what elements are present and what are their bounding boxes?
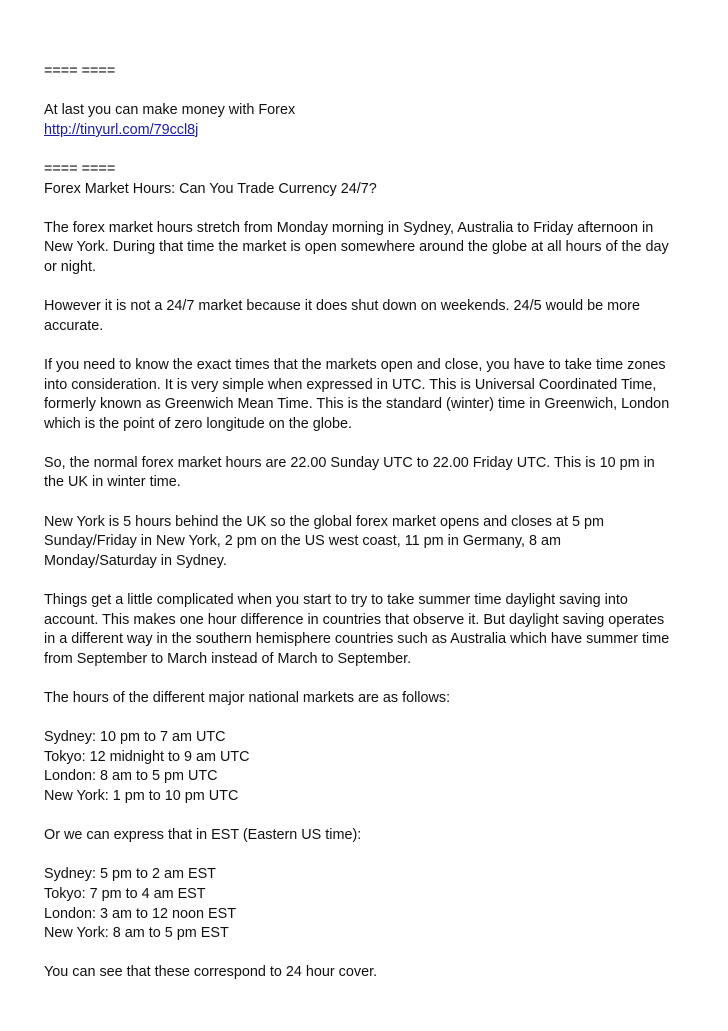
paragraph-line: Monday/Saturday in Sydney. (44, 552, 227, 569)
paragraph-line: London: 8 am to 5 pm UTC (44, 768, 218, 785)
paragraph-line: Tokyo: 12 midnight to 9 am UTC (44, 748, 250, 765)
separator-bottom: ==== ==== (44, 160, 116, 177)
promo-link[interactable]: http://tinyurl.com/79ccl8j (44, 121, 199, 138)
paragraph (44, 826, 704, 846)
paragraph-line: So, the normal forex market hours are 22.00 Sunday UTC to 22.00 Friday UTC. This is 10 pm in (44, 454, 655, 471)
paragraph (44, 865, 704, 943)
paragraph-line: Or we can express that in EST (Eastern US time): (44, 827, 362, 844)
paragraph (44, 963, 704, 983)
spacer (44, 944, 704, 964)
spacer (44, 571, 704, 591)
paragraph-line: the UK in winter time. (44, 474, 181, 491)
paragraph-line: Things get a little complicated when you start to try to take summer time daylight saving into (44, 592, 628, 609)
spacer (44, 140, 704, 160)
document-page (44, 62, 704, 983)
paragraph (44, 728, 704, 806)
paragraph-line: The hours of the different major national markets are as follows: (44, 690, 451, 706)
paragraph-line: Tokyo: 7 pm to 4 am EST (44, 885, 206, 902)
spacer (44, 336, 704, 356)
paragraph-line: New York: 8 am to 5 pm EST (44, 925, 229, 942)
paragraph-line: which is the point of zero longitude on the globe. (44, 415, 353, 432)
paragraph (44, 297, 704, 336)
paragraph (44, 454, 704, 493)
spacer (44, 199, 704, 219)
paragraph-line: Sydney: 5 pm to 2 am EST (44, 866, 216, 883)
paragraph-line: The forex market hours stretch from Monday morning in Sydney, Australia to Friday afternoon in (44, 219, 654, 236)
paragraph-line: If you need to know the exact times that the markets open and close, you have to take time zones (44, 356, 666, 373)
paragraph (44, 356, 704, 434)
paragraph-line: Sunday/Friday in New York, 2 pm on the US west coast, 11 pm in Germany, 8 am (44, 533, 561, 550)
paragraph-line: formerly known as Greenwich Mean Time. This is the standard (winter) time in Greenwich, London (44, 396, 670, 413)
separator-top: ==== ==== (44, 63, 116, 79)
paragraph-line: London: 3 am to 12 noon EST (44, 905, 237, 922)
spacer (44, 493, 704, 513)
paragraph-line: New York. During that time the market is open somewhere around the globe at all hours of the day (44, 239, 669, 256)
promo-link-line (44, 121, 704, 141)
spacer (44, 709, 704, 729)
paragraph-line: Sydney: 10 pm to 7 am UTC (44, 729, 226, 746)
spacer (44, 807, 704, 827)
paragraph-line: from September to March instead of March to September. (44, 650, 412, 667)
paragraph (44, 219, 704, 278)
paragraph-line: New York is 5 hours behind the UK so the global forex market opens and closes at 5 pm (44, 513, 604, 530)
spacer (44, 669, 704, 689)
article-title: Forex Market Hours: Can You Trade Currency 24/7? (44, 180, 377, 197)
spacer (44, 434, 704, 454)
paragraph (44, 513, 704, 572)
article-body (44, 219, 704, 983)
paragraph-line: in a different way in the southern hemisphere countries such as Australia which have summer time (44, 631, 670, 648)
paragraph-line: New York: 1 pm to 10 pm UTC (44, 787, 239, 804)
paragraph-line: You can see that these correspond to 24 hour cover. (44, 964, 378, 981)
spacer (44, 278, 704, 298)
paragraph (44, 591, 704, 669)
paragraph-line: account. This makes one hour difference in countries that observe it. But daylight saving operates (44, 611, 665, 628)
paragraph-line: However it is not a 24/7 market because it does shut down on weekends. 24/5 would be more (44, 298, 640, 315)
paragraph-line: accurate. (44, 317, 104, 334)
spacer (44, 846, 704, 866)
spacer (44, 82, 704, 102)
paragraph (44, 689, 704, 709)
promo-text: At last you can make money with Forex (44, 102, 296, 119)
paragraph-line: or night. (44, 258, 96, 275)
paragraph-line: into consideration. It is very simple when expressed in UTC. This is Universal Coordinated Time, (44, 376, 657, 393)
